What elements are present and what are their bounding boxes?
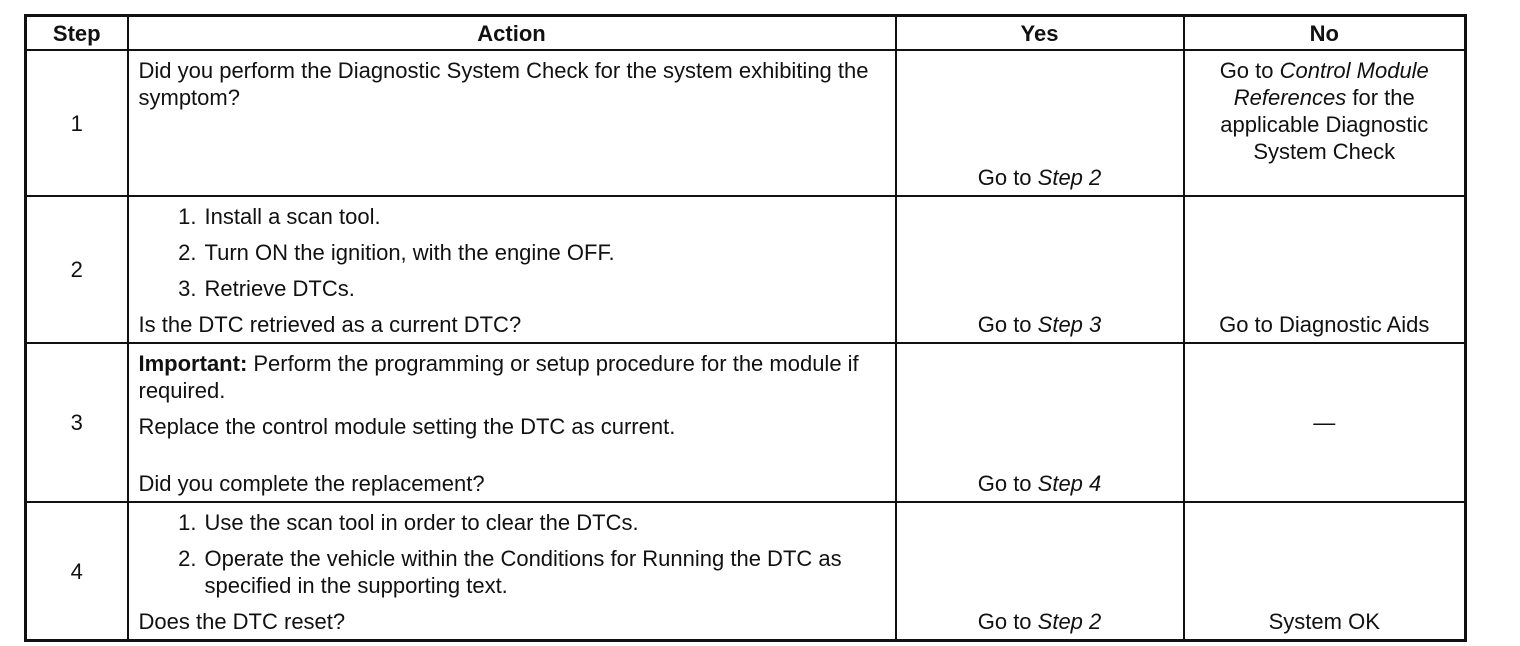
list-item-text: Use the scan tool in order to clear the DTCs. — [204, 510, 639, 535]
important-text: Perform the programming or setup procedure for the module if required. — [138, 351, 859, 403]
action-cell — [128, 196, 896, 343]
action-question: Did you perform the Diagnostic System Check for the system exhibiting the symptom? — [138, 58, 869, 110]
header-action: Action — [128, 16, 896, 51]
important-label: Important: — [138, 351, 248, 376]
reference-link[interactable]: Control Module References — [1233, 58, 1429, 110]
list-item-number: 1. — [178, 510, 197, 535]
action-cell — [128, 343, 896, 502]
no-cell — [1184, 50, 1466, 196]
no-cell: System OK — [1184, 502, 1466, 641]
header-step: Step — [26, 16, 128, 51]
table-row-step-4 — [26, 502, 1466, 641]
action-question: Did you complete the replacement? — [138, 471, 485, 496]
action-steps-list — [139, 509, 885, 599]
list-item — [139, 275, 885, 302]
yes-cell — [896, 343, 1184, 502]
list-item — [139, 545, 885, 599]
no-prefix: Go to — [1219, 58, 1280, 83]
no-cell[interactable]: Go to Diagnostic Aids — [1184, 196, 1466, 343]
step-link[interactable]: Step 2 — [1037, 165, 1102, 190]
step-number: 1 — [26, 50, 128, 196]
header-yes: Yes — [896, 16, 1184, 51]
yes-prefix: Go to — [977, 609, 1038, 634]
no-suffix: for the applicable Diagnostic System Check — [1220, 85, 1429, 164]
list-item-number: 3. — [178, 276, 197, 301]
action-question: Does the DTC reset? — [138, 609, 346, 634]
header-row — [26, 16, 1466, 51]
yes-prefix: Go to — [977, 471, 1038, 496]
list-item-number: 1. — [178, 204, 197, 229]
action-question: Is the DTC retrieved as a current DTC? — [138, 312, 522, 337]
list-item-number: 2. — [178, 240, 197, 265]
no-cell: — — [1184, 343, 1466, 502]
diagnostic-table — [24, 14, 1467, 642]
step-link[interactable]: Step 3 — [1037, 312, 1102, 337]
list-item — [139, 203, 885, 230]
table-row-step-1 — [26, 50, 1466, 196]
table-row-step-2 — [26, 196, 1466, 343]
action-instruction: Replace the control module setting the DTC as current. — [138, 414, 676, 439]
step-number: 4 — [26, 502, 128, 641]
yes-cell — [896, 502, 1184, 641]
list-item — [139, 509, 885, 536]
action-cell — [128, 502, 896, 641]
yes-cell — [896, 50, 1184, 196]
list-item-text: Retrieve DTCs. — [204, 276, 355, 301]
yes-prefix: Go to — [977, 312, 1038, 337]
yes-cell — [896, 196, 1184, 343]
list-item-text: Turn ON the ignition, with the engine OFF. — [204, 240, 615, 265]
list-item-text: Install a scan tool. — [204, 204, 381, 229]
list-item — [139, 239, 885, 266]
step-number: 3 — [26, 343, 128, 502]
important-note — [139, 350, 885, 404]
table-row-step-3 — [26, 343, 1466, 502]
step-number: 2 — [26, 196, 128, 343]
action-cell — [128, 50, 896, 196]
list-item-text: Operate the vehicle within the Conditions for Running the DTC as specified in the supporting text. — [204, 546, 842, 598]
step-link[interactable]: Step 2 — [1037, 609, 1102, 634]
list-item-number: 2. — [178, 546, 197, 571]
header-no: No — [1184, 16, 1466, 51]
action-steps-list — [139, 203, 885, 302]
yes-prefix: Go to — [977, 165, 1038, 190]
step-link[interactable]: Step 4 — [1037, 471, 1102, 496]
